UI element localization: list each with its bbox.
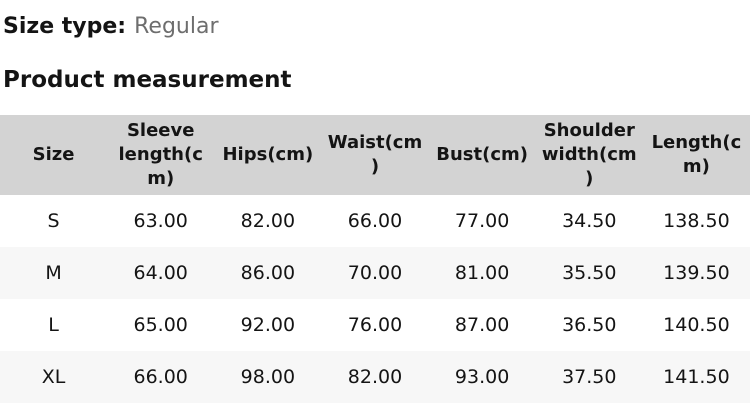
table-cell: 140.50 [663,313,730,336]
table-row-m [0,247,750,299]
table-cell: 34.50 [562,209,617,232]
table-cell: 92.00 [240,313,296,336]
table-cell: 82.00 [240,209,296,232]
table-cell: 86.00 [240,261,296,284]
size-type-value: Regular [134,14,219,39]
header-row [0,115,750,195]
column-header-bust: Bust(cm) [429,115,536,195]
table-cell: 93.00 [454,365,510,388]
table-cell: 77.00 [454,209,510,232]
column-header-waist: Waist(cm) [321,115,428,195]
table-cell: 63.00 [133,209,188,232]
size-cell: XL [41,365,66,388]
table-cell: 65.00 [133,313,188,336]
table-cell: 98.00 [240,365,296,388]
table-row-l [0,299,750,351]
column-header-size: Size [0,115,107,195]
measurement-table [0,115,750,403]
table-row-xl [0,351,750,403]
table-cell: 139.50 [663,261,730,284]
table-row-s [0,195,750,247]
table-cell: 138.50 [663,209,730,232]
size-type-label: Size type: [3,14,127,39]
column-header-length: Length(cm) [643,115,750,195]
table-cell: 141.50 [663,365,730,388]
column-header-sleeve-length: Sleeve length(cm) [107,115,214,195]
table-cell: 76.00 [347,313,403,336]
measurement-table-header [0,115,750,195]
table-cell: 70.00 [347,261,403,284]
table-cell: 82.00 [347,365,403,388]
table-cell: 66.00 [347,209,403,232]
column-header-shoulder-width: Shoulder width(cm) [536,115,643,195]
table-cell: 81.00 [454,261,510,284]
measurement-table-body [0,195,750,403]
column-header-hips: Hips(cm) [214,115,321,195]
table-cell: 35.50 [562,261,617,284]
size-type-row [0,0,750,40]
table-cell: 87.00 [454,313,510,336]
table-cell: 36.50 [562,313,617,336]
size-cell: M [45,261,62,284]
size-cell: L [48,313,59,336]
section-title: Product measurement [3,67,292,94]
table-cell: 66.00 [133,365,188,388]
table-cell: 37.50 [562,365,617,388]
size-cell: S [47,209,60,232]
table-cell: 64.00 [133,261,188,284]
